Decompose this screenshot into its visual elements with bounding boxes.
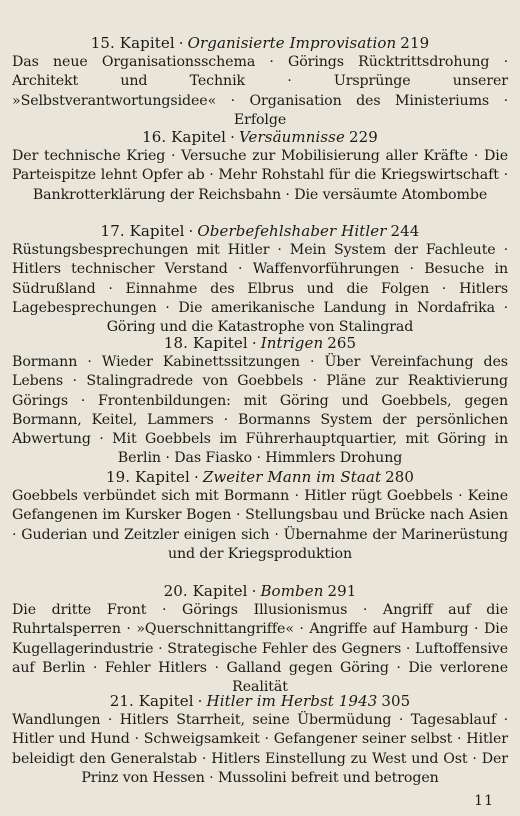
chapter-heading (12, 34, 508, 52)
chapter-summary: Die dritte Front · Görings Illusionismus · Angriff auf die Ruhrtalsperren · »Querschnittangriffe« · Angriffe auf Hamburg · Die Kugellagerindustrie · Strategische Fehler des Gegners · Luftoffensive auf Berlin · Fehler Hitlers · Galland gegen Göring · Die verlorene Realität (12, 602, 508, 696)
chapter-page-number: 229 (348, 128, 378, 146)
heading-separator: · (230, 128, 235, 146)
chapter-heading (12, 128, 508, 146)
heading-separator: · (251, 334, 257, 352)
chapter-title: Zweiter Mann im Staat (202, 468, 382, 486)
chapter-number: 19. Kapitel (105, 468, 190, 486)
chapter-summary: Rüstungsbesprechungen mit Hitler · Mein System der Fachleute · Hitlers technischer Verstand · Waffenvorführungen · Besuche in Südrußland · Einnahme des Elbrus und die Folgen · Hitlers Lagebesprechungen · Die amerikanische Landung in Nordafrika · Göring und die Katastrophe von Stalingrad (12, 242, 508, 336)
chapter-number: 21. Kapitel (109, 692, 194, 710)
chapter-entry-17 (12, 222, 508, 337)
chapter-summary: Der technische Krieg · Versuche zur Mobilisierung aller Kräfte · Die Parteispitze lehnt Opfer ab · Mehr Rohstahl für die Kriegswirtschaft · Bankrotterklärung der Reichsbahn · Die versäumte Atombombe (12, 148, 508, 203)
chapter-title: Bomben (260, 582, 324, 600)
chapter-page-number: 244 (390, 222, 420, 240)
heading-separator: · (188, 222, 194, 240)
chapter-summary: Bormann · Wieder Kabinettssitzungen · Über Vereinfachung des Lebens · Stalingradrede von Goebbels · Pläne zur Reaktivierung Görings · Frontenbildungen: mit Göring und Goebbels, gegen Bormann, Keitel, Lammers · Bormanns System der persönlichen Abwertung · Mit Goebbels im Führerhauptquartier, mit Göring in Berlin · Das Fiasko · Himmlers Drohung (12, 354, 508, 467)
heading-separator: · (178, 34, 184, 52)
chapter-summary: Goebbels verbündet sich mit Bormann · Hitler rügt Goebbels · Keine Gefangenen im Kursker Bogen · Stellungsbau und Brücke nach Asien · Guderian und Zeitzler einigen sich · Übernahme der Marinerüstung und der Kriegsproduktion (12, 488, 508, 562)
heading-separator: · (193, 468, 199, 486)
chapter-title: Versäumnisse (238, 128, 345, 146)
chapter-number: 17. Kapitel (100, 222, 185, 240)
chapter-summary: Das neue Organisationsschema · Görings Rücktrittsdrohung · Architekt und Technik · Ursprünge unserer »Selbstverantwortungsidee« · Organisation des Ministeriums · Erfolge (12, 54, 508, 128)
chapter-entry-18 (12, 334, 508, 469)
chapter-title: Oberbefehlshaber Hitler (197, 222, 387, 240)
chapter-page-number: 280 (385, 468, 415, 486)
page-folio: 11 (474, 793, 494, 809)
chapter-title: Organisierte Improvisation (187, 34, 397, 52)
chapter-entry-16 (12, 128, 508, 205)
chapter-heading (12, 334, 508, 352)
chapter-entry-21 (12, 692, 508, 788)
heading-separator: · (197, 692, 203, 710)
chapter-number: 20. Kapitel (163, 582, 248, 600)
chapter-heading (12, 468, 508, 486)
chapter-page-number: 265 (327, 334, 357, 352)
heading-separator: · (251, 582, 257, 600)
chapter-heading (12, 222, 508, 240)
chapter-heading (12, 692, 508, 710)
chapter-number: 18. Kapitel (163, 334, 248, 352)
chapter-heading (12, 582, 508, 600)
chapter-page-number: 305 (381, 692, 411, 710)
chapter-number: 15. Kapitel (90, 34, 175, 52)
chapter-entry-20 (12, 582, 508, 697)
chapter-title: Intrigen (260, 334, 324, 352)
chapter-summary: Wandlungen · Hitlers Starrheit, seine Übermüdung · Tagesablauf · Hitler und Hund · Schweigsamkeit · Gefangener seiner selbst · Hitler beleidigt den Generalstab · Hitlers Einstellung zu West und Ost · Der Prinz von Hessen · Mussolini befreit und betrogen (12, 712, 508, 786)
chapter-number: 16. Kapitel (142, 128, 227, 146)
chapter-title: Hitler im Herbst 1943 (206, 692, 378, 710)
chapter-entry-15 (12, 34, 508, 130)
chapter-page-number: 291 (327, 582, 357, 600)
chapter-page-number: 219 (400, 34, 430, 52)
chapter-entry-19 (12, 468, 508, 564)
